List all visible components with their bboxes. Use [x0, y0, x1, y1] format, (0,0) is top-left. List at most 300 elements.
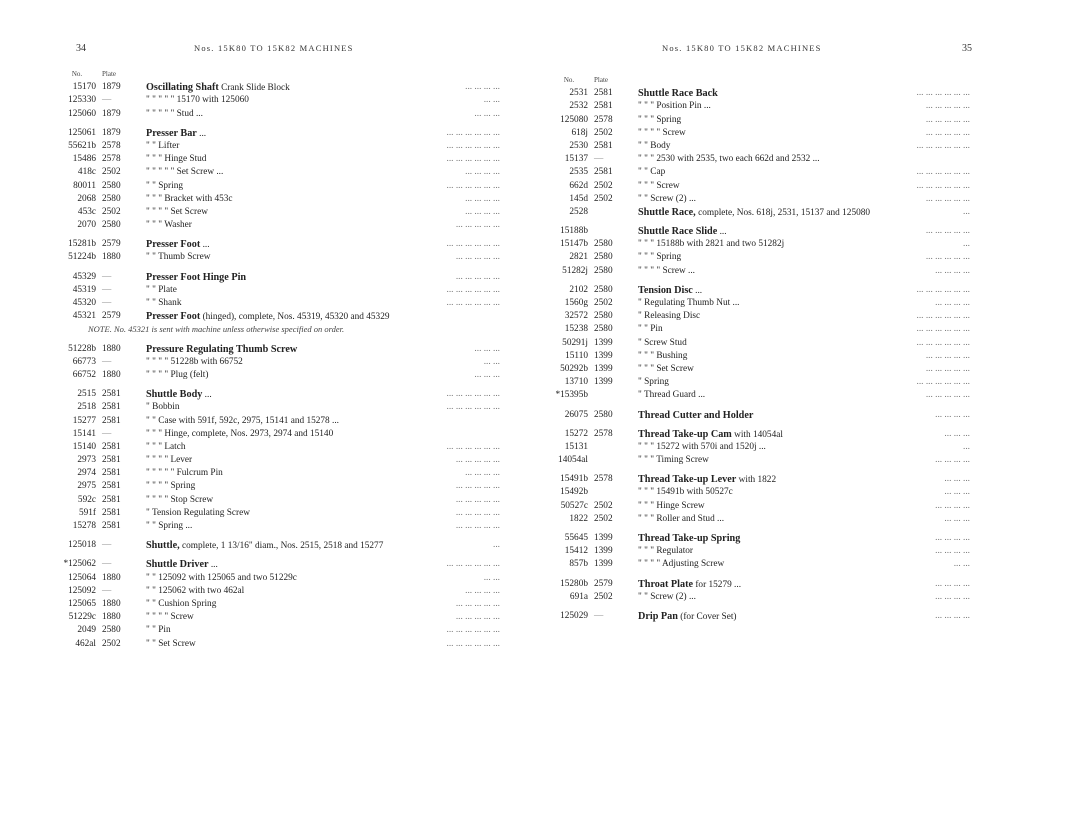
part-row [58, 441, 500, 454]
right-column-headers [550, 74, 970, 87]
leader-dots: ... ... ... ... ... ... [446, 389, 500, 400]
part-row [550, 166, 970, 179]
part-description-text: " " Cap [638, 167, 666, 178]
part-number: 15131 [564, 441, 588, 452]
part-row [58, 127, 500, 140]
part-description [638, 513, 724, 526]
part-description-text: " " Thumb Screw [146, 252, 211, 263]
part-row [58, 180, 500, 193]
part-number: 125064 [68, 572, 96, 583]
part-row [58, 238, 500, 251]
left-parts-list [58, 68, 500, 651]
part-description-text: " " Plate [146, 284, 177, 295]
leader-dots: ... ... ... ... ... [455, 521, 500, 531]
part-number: 15110 [565, 350, 588, 361]
leader-dots: ... ... ... [944, 513, 970, 524]
part-row [58, 81, 500, 94]
part-description-text: " " " Hinge Stud [146, 154, 207, 165]
part-description-text: " " 125062 with two 462al [146, 585, 245, 596]
leader-dots: ... ... ... ... [465, 82, 500, 93]
part-description-text: Crank Slide Block [221, 83, 290, 94]
part-description [146, 441, 186, 454]
part-description-text: " " " Latch [146, 441, 186, 452]
leader-dots: ... ... ... ... ... ... [916, 167, 970, 178]
leader-dots: ... ... ... ... ... [925, 193, 970, 204]
part-description [146, 81, 290, 95]
plate-number: 1879 [102, 108, 121, 119]
part-description [146, 415, 339, 428]
part-row [58, 598, 500, 611]
part-row [58, 251, 500, 264]
leader-dots: ... ... ... ... ... ... [446, 559, 500, 570]
part-row [550, 389, 970, 402]
part-number: 857b [569, 559, 588, 570]
part-row [58, 166, 500, 179]
leader-dots: ... ... ... ... [465, 585, 500, 596]
part-description [146, 467, 223, 480]
leader-dots: ... ... ... ... ... ... [916, 324, 970, 335]
part-row [550, 486, 970, 499]
left-header [76, 43, 354, 54]
part-description-text: (hinged), complete, Nos. 45319, 45320 and 45329 [202, 312, 390, 323]
plate-number: 2581 [102, 481, 121, 492]
right-parts-list [550, 74, 970, 623]
leader-dots: ... ... ... ... ... [455, 507, 500, 518]
plate-number: 1880 [102, 369, 121, 380]
plate-number: 1399 [594, 350, 613, 361]
part-description [638, 545, 693, 558]
part-description-text: " " " " " Set Screw ... [146, 167, 224, 178]
part-description [146, 539, 383, 553]
part-description [638, 350, 687, 363]
leader-dots: ... ... ... ... ... [455, 252, 500, 263]
part-description [146, 558, 218, 572]
note-line [58, 323, 500, 336]
part-description-text: ... [210, 560, 218, 571]
plate-number: 2502 [102, 167, 121, 178]
part-description-text: " Bobbin [146, 402, 180, 413]
part-number: 45321 [72, 311, 96, 322]
part-row [550, 558, 970, 571]
plate-number: 2581 [102, 441, 121, 452]
part-description-text: " " " Hinge Screw [638, 500, 705, 511]
part-number: 50527c [560, 500, 588, 511]
part-description-text: " " " Position Pin ... [638, 101, 711, 112]
part-row [58, 638, 500, 651]
plate-number: 1399 [594, 559, 613, 570]
part-number: 15278 [72, 521, 96, 531]
part-heading: Presser Foot [146, 239, 201, 251]
part-row [58, 343, 500, 356]
part-row [550, 532, 970, 545]
part-description-text: " " " " Lever [146, 455, 193, 466]
part-description [638, 473, 776, 487]
part-row [58, 140, 500, 153]
part-heading: Tension Disc [638, 284, 693, 296]
part-row [550, 428, 970, 441]
part-number: 2532 [569, 101, 588, 112]
plate-number: — [594, 610, 604, 621]
plate-number: 1399 [594, 377, 613, 388]
part-row [550, 297, 970, 310]
part-description-text: with 1822 [738, 475, 777, 486]
leader-dots: ... [963, 206, 970, 217]
part-description [146, 494, 213, 507]
leader-dots: ... ... ... ... ... [925, 390, 970, 401]
leader-dots: ... ... ... ... ... [455, 271, 500, 282]
part-description [146, 140, 179, 153]
part-description [638, 238, 784, 251]
plate-number: 2581 [102, 455, 121, 466]
leader-dots: ... ... ... ... ... ... [916, 337, 970, 348]
part-row [58, 388, 500, 401]
leader-dots: ... ... ... ... ... ... [446, 298, 500, 308]
part-row [58, 428, 500, 441]
left-col-no-label: No. [71, 70, 83, 78]
part-row [550, 545, 970, 558]
part-row [550, 591, 970, 604]
leader-dots: ... ... ... ... ... [925, 114, 970, 125]
leader-dots: ... ... ... ... ... [925, 127, 970, 138]
plate-number: 2502 [594, 180, 613, 191]
plate-number: 2502 [102, 206, 121, 217]
part-description-text: " " Screw (2) ... [638, 591, 696, 602]
part-number: 125330 [68, 95, 96, 106]
part-number: 2535 [569, 167, 588, 178]
part-row [58, 558, 500, 571]
leader-dots: ... ... ... [474, 343, 500, 354]
part-description [146, 611, 194, 624]
part-description [638, 166, 665, 179]
part-number: 55621b [68, 140, 96, 151]
part-description-text: " " " 15188b with 2821 and two 51282j [638, 239, 785, 250]
leader-dots: ... ... ... ... [935, 409, 970, 420]
part-number: 1822 [569, 513, 588, 524]
leader-dots: ... ... ... ... ... [925, 101, 970, 112]
part-description-text: ... [695, 285, 703, 296]
part-description-text: ... [204, 390, 212, 401]
part-description [638, 558, 724, 571]
part-description-text: " " " Set Screw [638, 363, 694, 374]
part-description-text: " " " " Set Screw [146, 206, 208, 217]
part-row [58, 153, 500, 166]
leader-dots: ... ... ... ... ... [455, 598, 500, 609]
leader-dots: ... ... ... ... ... ... [916, 284, 970, 295]
part-number: 2068 [77, 193, 96, 204]
part-description-text: " " " " Stop Screw [146, 494, 214, 505]
part-number: 15492b [560, 487, 588, 498]
part-number: 55645 [564, 533, 588, 543]
part-number: 51229c [68, 612, 96, 623]
plate-number: 2502 [594, 591, 613, 602]
plate-number: 2578 [102, 140, 121, 151]
leader-dots: ... ... ... ... [935, 500, 970, 511]
leader-dots: ... ... ... ... ... ... [446, 284, 500, 295]
plate-number: 2581 [594, 88, 613, 99]
part-description-text: " " " " Adjusting Screw [638, 559, 725, 570]
part-description-text: " " " " 51228b with 66752 [146, 356, 243, 367]
plate-number: 2580 [594, 409, 613, 420]
part-number: 2102 [569, 284, 588, 295]
part-description [638, 363, 694, 376]
part-row [58, 206, 500, 219]
plate-number: 2581 [102, 389, 121, 400]
part-row [550, 193, 970, 206]
part-description-text: ... [202, 240, 210, 251]
plate-number: 1880 [102, 598, 121, 609]
part-description [146, 638, 196, 651]
leader-dots: ... ... ... ... ... [925, 226, 970, 237]
part-description [638, 140, 670, 153]
part-number: 51228b [68, 343, 96, 354]
part-number: 1560g [564, 298, 588, 308]
part-description [146, 454, 192, 467]
plate-number: 1880 [102, 612, 121, 623]
part-description-text: " " Case with 591f, 592c, 2975, 15141 and 15278 ... [146, 415, 339, 426]
part-description [638, 578, 741, 592]
part-description-text: " " " Regulator [638, 546, 694, 557]
part-description [638, 251, 681, 264]
leader-dots: ... ... ... ... ... ... [916, 377, 970, 388]
leader-dots: ... ... ... ... ... ... [916, 311, 970, 322]
right-col-no-label: No. [563, 76, 575, 84]
part-row [550, 500, 970, 513]
leader-dots: ... ... ... ... ... ... [446, 625, 500, 636]
leader-dots: ... ... ... ... ... ... [446, 180, 500, 191]
part-number: 14054al [558, 455, 588, 466]
part-number: 2821 [569, 252, 588, 263]
part-number: 125061 [68, 127, 96, 138]
leader-dots: ... ... ... ... ... [455, 455, 500, 466]
leader-dots: ... ... ... ... ... [455, 612, 500, 623]
part-row [58, 219, 500, 232]
part-description [638, 409, 753, 423]
part-number: 45329 [72, 271, 96, 282]
part-row [550, 225, 970, 238]
part-number: 2518 [77, 402, 96, 413]
part-description [638, 310, 700, 323]
part-row [58, 415, 500, 428]
part-row [58, 611, 500, 624]
part-row [550, 513, 970, 526]
part-description-text: " " " Bushing [638, 350, 688, 361]
part-heading: Oscillating Shaft [146, 82, 219, 94]
part-heading: Presser Foot [146, 311, 201, 323]
part-number: 15281b [68, 239, 96, 250]
leader-dots: ... ... ... ... ... [455, 494, 500, 505]
leader-dots: ... ... ... ... ... ... [446, 140, 500, 151]
part-number: 15412 [564, 546, 588, 557]
plate-number: 2580 [102, 180, 121, 191]
part-description [638, 591, 696, 604]
leader-dots: ... ... ... ... ... [455, 481, 500, 492]
part-row [58, 507, 500, 520]
part-heading: Drip Pan [638, 610, 678, 622]
plate-number: 2580 [594, 311, 613, 322]
part-description-text: " Thread Guard ... [638, 390, 706, 401]
part-number: 15147b [560, 239, 588, 250]
right-header [662, 43, 972, 54]
plate-number: 2502 [102, 638, 121, 649]
plate-number: 2580 [102, 193, 121, 204]
plate-number: — [102, 298, 112, 308]
leader-dots: ... ... ... ... [935, 533, 970, 543]
part-description-text: (for Cover Set) [680, 611, 737, 622]
part-number: 45319 [72, 284, 96, 295]
part-number: 125080 [560, 114, 588, 125]
part-row [58, 494, 500, 507]
part-description [146, 480, 195, 493]
plate-number: 1879 [102, 82, 121, 93]
part-heading: Shuttle Race Slide [638, 226, 718, 238]
leader-dots: ... [963, 239, 970, 250]
part-description [638, 610, 737, 624]
part-number: 80011 [73, 180, 96, 191]
part-row [550, 578, 970, 591]
part-number: 15238 [564, 324, 588, 335]
part-number: 125060 [68, 108, 96, 119]
part-row [550, 363, 970, 376]
part-description-text: " " " " " Stud ... [146, 108, 203, 119]
plate-number: 2580 [594, 239, 613, 250]
part-row [550, 454, 970, 467]
part-row [550, 114, 970, 127]
part-heading: Throat Plate [638, 578, 693, 590]
part-number: 50292b [560, 363, 588, 374]
part-number: 125092 [68, 585, 96, 596]
left-page-number: 34 [76, 43, 86, 54]
plate-number: 2580 [594, 265, 613, 276]
plate-number: 2502 [594, 127, 613, 138]
part-row [550, 153, 970, 166]
part-description [146, 507, 250, 520]
leader-dots: ... ... ... ... ... ... [916, 140, 970, 151]
part-description-text: " " " Roller and Stud ... [638, 513, 725, 524]
part-row [550, 265, 970, 278]
leader-dots: ... ... ... ... ... ... [916, 88, 970, 99]
plate-number: — [102, 271, 112, 282]
part-description-text: " " Shank [146, 298, 182, 308]
plate-number: 2580 [594, 252, 613, 263]
leader-dots: ... ... ... ... ... ... [446, 441, 500, 452]
plate-number: 1880 [102, 343, 121, 354]
plate-number: 2581 [594, 101, 613, 112]
part-description-text: " " " Spring [638, 252, 682, 263]
part-row [550, 251, 970, 264]
plate-number: — [102, 284, 112, 295]
part-row [550, 350, 970, 363]
part-description-text: with 14054al [734, 429, 783, 440]
part-number: 15170 [72, 82, 96, 93]
plate-number: 2581 [102, 415, 121, 426]
part-row [550, 127, 970, 140]
part-heading: Thread Take-up Spring [638, 533, 741, 544]
part-description-text: " " " 15272 with 570i and 1520j ... [638, 441, 766, 452]
part-number: 51224b [68, 252, 96, 263]
part-description-text: " " " Bracket with 453c [146, 193, 233, 204]
part-number: 15277 [72, 415, 96, 426]
part-row [550, 140, 970, 153]
part-number: 618j [571, 127, 588, 138]
part-heading: Shuttle Race Back [638, 88, 718, 100]
plate-number: 2579 [594, 578, 613, 589]
part-row [58, 539, 500, 552]
part-number: 2530 [569, 140, 588, 151]
part-description [146, 388, 212, 402]
part-heading: Shuttle Body [146, 389, 203, 401]
part-number: 15272 [564, 428, 588, 439]
plate-number: 2578 [594, 114, 613, 125]
part-row [58, 624, 500, 637]
part-description [638, 337, 687, 350]
leader-dots: ... ... [483, 356, 500, 367]
part-number: *125062 [63, 559, 96, 570]
part-description [146, 428, 333, 441]
right-page [540, 0, 1080, 834]
leader-dots: ... ... ... [944, 474, 970, 485]
part-row [58, 297, 500, 310]
part-row [550, 180, 970, 193]
leader-dots: ... ... ... [474, 369, 500, 380]
part-number: 15140 [72, 441, 96, 452]
part-row [550, 610, 970, 623]
plate-number: — [594, 154, 604, 165]
part-description [638, 486, 733, 499]
part-description [146, 401, 180, 414]
part-number: 2515 [77, 389, 96, 400]
part-heading: Shuttle, [146, 540, 180, 552]
part-number: 15280b [560, 578, 588, 589]
part-description [638, 225, 727, 239]
part-number: 15141 [72, 428, 96, 439]
part-description-text: " " " " " Fulcrum Pin [146, 468, 223, 479]
part-number: 15137 [564, 154, 588, 165]
leader-dots: ... ... ... ... [935, 578, 970, 589]
part-row [58, 310, 500, 323]
leader-dots: ... ... ... ... [935, 298, 970, 308]
part-row [58, 572, 500, 585]
leader-dots: ... ... ... ... ... ... [916, 180, 970, 191]
plate-number: 2502 [594, 513, 613, 524]
part-description [146, 238, 210, 252]
part-number: 145d [569, 193, 588, 204]
part-description-text: " " " " Screw ... [638, 265, 696, 276]
plate-number: — [102, 95, 112, 106]
part-description-text: ... [199, 128, 207, 139]
part-description [146, 94, 249, 107]
part-description [146, 127, 206, 141]
leader-dots: ... ... ... ... [465, 206, 500, 217]
part-description-text: " Releasing Disc [638, 311, 701, 322]
part-description-text: " " " " Screw [638, 127, 686, 138]
leader-dots: ... ... ... ... [935, 455, 970, 466]
part-description-text: " Spring [638, 377, 669, 388]
part-number: 32572 [564, 311, 588, 322]
leader-dots: ... ... ... ... ... [455, 220, 500, 231]
part-number: 462al [75, 638, 96, 649]
part-description [146, 572, 297, 585]
plate-number: — [102, 356, 112, 367]
plate-number: 2578 [594, 428, 613, 439]
plate-number: 2581 [594, 140, 613, 151]
part-description [638, 127, 686, 140]
plate-number: 2578 [102, 154, 121, 165]
part-description-text: " Regulating Thumb Nut ... [638, 298, 740, 308]
part-description [146, 180, 183, 193]
part-description [638, 323, 663, 336]
plate-number: 2580 [594, 324, 613, 335]
part-row [550, 376, 970, 389]
